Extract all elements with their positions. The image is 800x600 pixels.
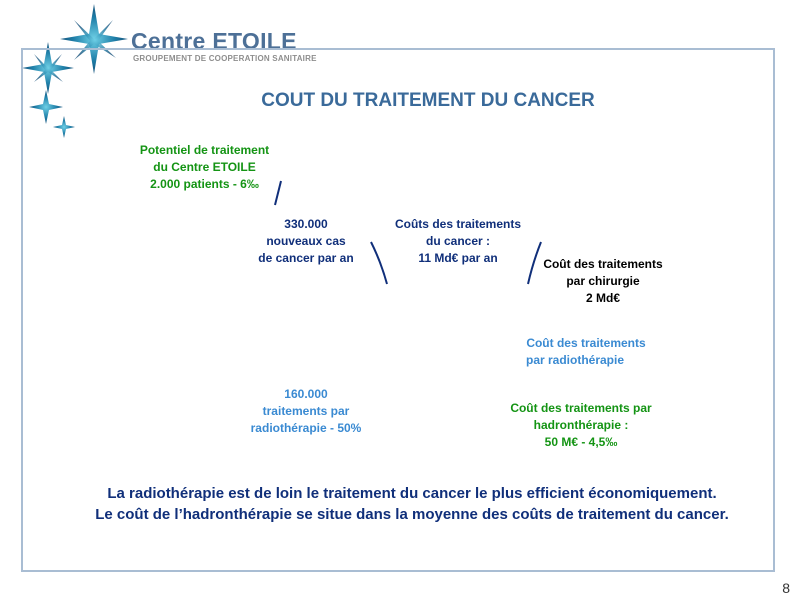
label-radiotherapie-patients: 160.000 traitements par radiothérapie - 50% [250, 387, 362, 435]
label-potentiel: Potentiel de traitement du Centre ETOILE 2.000 patients - 6‰ [139, 143, 270, 191]
label-hadrontherapie: Coût des traitements par hadronthérapie : 50 M€ - 4,5‰ [510, 401, 652, 449]
conclusion-line-2: Le coût de l’hadronthérapie se situe dans la moyenne des coûts de traitement du cancer. [95, 506, 729, 523]
label-nouveaux-cas: 330.000 nouveaux cas de cancer par an [258, 217, 354, 265]
conclusion-line-1: La radiothérapie est de loin le traitement du cancer le plus efficient économiquement. [107, 485, 717, 502]
logo-subtitle: GROUPEMENT DE COOPERATION SANITAIRE [133, 54, 317, 63]
label-chirurgie: Coût des traitements par chirurgie 2 Md€ [543, 257, 663, 305]
page-number: 8 [782, 580, 790, 596]
label-couts-traitements: Coûts des traitements du cancer : 11 Md€ par an [394, 217, 522, 265]
logo-title: Centre ETOILE [131, 28, 297, 54]
slide-title: COUT DU TRAITEMENT DU CANCER [261, 90, 595, 111]
label-cout-radiotherapie: Coût des traitements par radiothérapie [525, 336, 646, 367]
conclusion-text [30, 483, 794, 525]
